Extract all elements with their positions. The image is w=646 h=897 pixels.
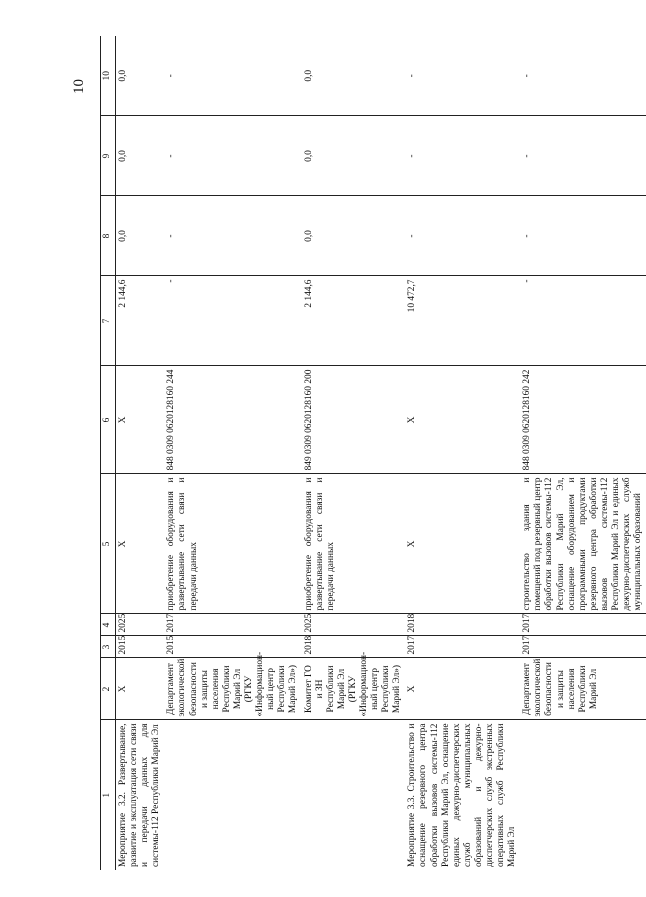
activity-name: Мероприятие 3.2. Развертывание, развитие и эксплуатация сети связи и передачи данных для системы-112 Республики Марий Эл <box>118 723 162 867</box>
amount-col7: - <box>520 276 646 366</box>
executor: Департамент экологической безопасности и защиты населения Республики Марий Эл <box>520 658 646 720</box>
table-row <box>164 36 301 870</box>
budget-code: 849 0309 0620128160 200 <box>302 366 406 474</box>
description: приобретение оборудования и развертывание сети связи и передачи данных <box>164 474 301 614</box>
amount-col8: 0,0 <box>302 196 406 276</box>
amount-col10: - <box>520 36 646 116</box>
column-number: 9 <box>101 116 116 196</box>
table-header <box>101 36 116 870</box>
table-row <box>302 36 406 870</box>
amount-col8: - <box>520 196 646 276</box>
description: X <box>116 474 165 614</box>
amount-col7: 10 472,7 <box>405 276 520 366</box>
column-number: 3 <box>101 636 116 658</box>
column-number: 8 <box>101 196 116 276</box>
budget-code: X <box>116 366 165 474</box>
budget-code: X <box>405 366 520 474</box>
activity-name <box>302 720 406 870</box>
column-number: 4 <box>101 614 116 636</box>
end-year: 2017 <box>520 614 646 636</box>
table-row <box>116 36 165 870</box>
executor: Комитет ГО и ЗН Республики Марий Эл (РГКУ «Информацион-ный центр Республики Марий Эл») <box>302 658 406 720</box>
column-number: 5 <box>101 474 116 614</box>
executor: X <box>405 658 520 720</box>
column-numbers-row <box>101 36 116 870</box>
table-row <box>405 36 520 870</box>
column-number: 7 <box>101 276 116 366</box>
start-year: 2018 <box>302 636 406 658</box>
executor: X <box>116 658 165 720</box>
end-year: 2025 <box>302 614 406 636</box>
column-number: 6 <box>101 366 116 474</box>
activity-name <box>520 720 646 870</box>
amount-col8: - <box>405 196 520 276</box>
table-row <box>520 36 646 870</box>
end-year: 2018 <box>405 614 520 636</box>
description: приобретение оборудования и развертывание сети связи и передачи данных <box>302 474 406 614</box>
amount-col10: 0,0 <box>302 36 406 116</box>
column-number: 1 <box>101 720 116 870</box>
end-year: 2017 <box>164 614 301 636</box>
amount-col10: 0,0 <box>116 36 165 116</box>
page-number: 10 <box>71 79 87 94</box>
start-year: 2015 <box>116 636 165 658</box>
amount-col10: - <box>405 36 520 116</box>
amount-col9: - <box>164 116 301 196</box>
amount-col7: 2 144,6 <box>302 276 406 366</box>
amount-col10: - <box>164 36 301 116</box>
description: строительство здания и помещений под резервный центр обработки вызовов системы-112 Республики Марий Эл, оснащение оборудованием и программными продуктами резервного центра обработки вызовов системы-112 Республики Марий Эл и единых дежурно-диспетчерских служб муниципальных образований <box>520 474 646 614</box>
program-activities-table <box>100 36 646 870</box>
column-number: 2 <box>101 658 116 720</box>
amount-col8: - <box>164 196 301 276</box>
column-number: 10 <box>101 36 116 116</box>
amount-col7: - <box>164 276 301 366</box>
activity-name: Мероприятие 3.3. Строительство и оснащение резервного центра обработки вызовов системы-112 Республики Марий Эл, оснащение единых дежурно-диспетчерских служб муниципальных образований и дежурно-диспетчерских служб экстренных оперативных служб Республики Марий Эл <box>407 723 518 867</box>
rotated-table-container <box>100 36 644 870</box>
amount-col9: - <box>520 116 646 196</box>
amount-col9: - <box>405 116 520 196</box>
amount-col8: 0,0 <box>116 196 165 276</box>
amount-col9: 0,0 <box>116 116 165 196</box>
description: X <box>405 474 520 614</box>
executor: Департамент экологической безопасности и защиты населения Республики Марий Эл (РГКУ «Информацион-ный центр Республики Марий Эл») <box>164 658 301 720</box>
end-year: 2025 <box>116 614 165 636</box>
activity-name <box>164 720 301 870</box>
amount-col7: 2 144,6 <box>116 276 165 366</box>
amount-col9: 0,0 <box>302 116 406 196</box>
start-year: 2015 <box>164 636 301 658</box>
budget-code: 848 0309 0620128160 244 <box>164 366 301 474</box>
start-year: 2017 <box>520 636 646 658</box>
start-year: 2017 <box>405 636 520 658</box>
budget-code: 848 0309 0620128160 242 <box>520 366 646 474</box>
